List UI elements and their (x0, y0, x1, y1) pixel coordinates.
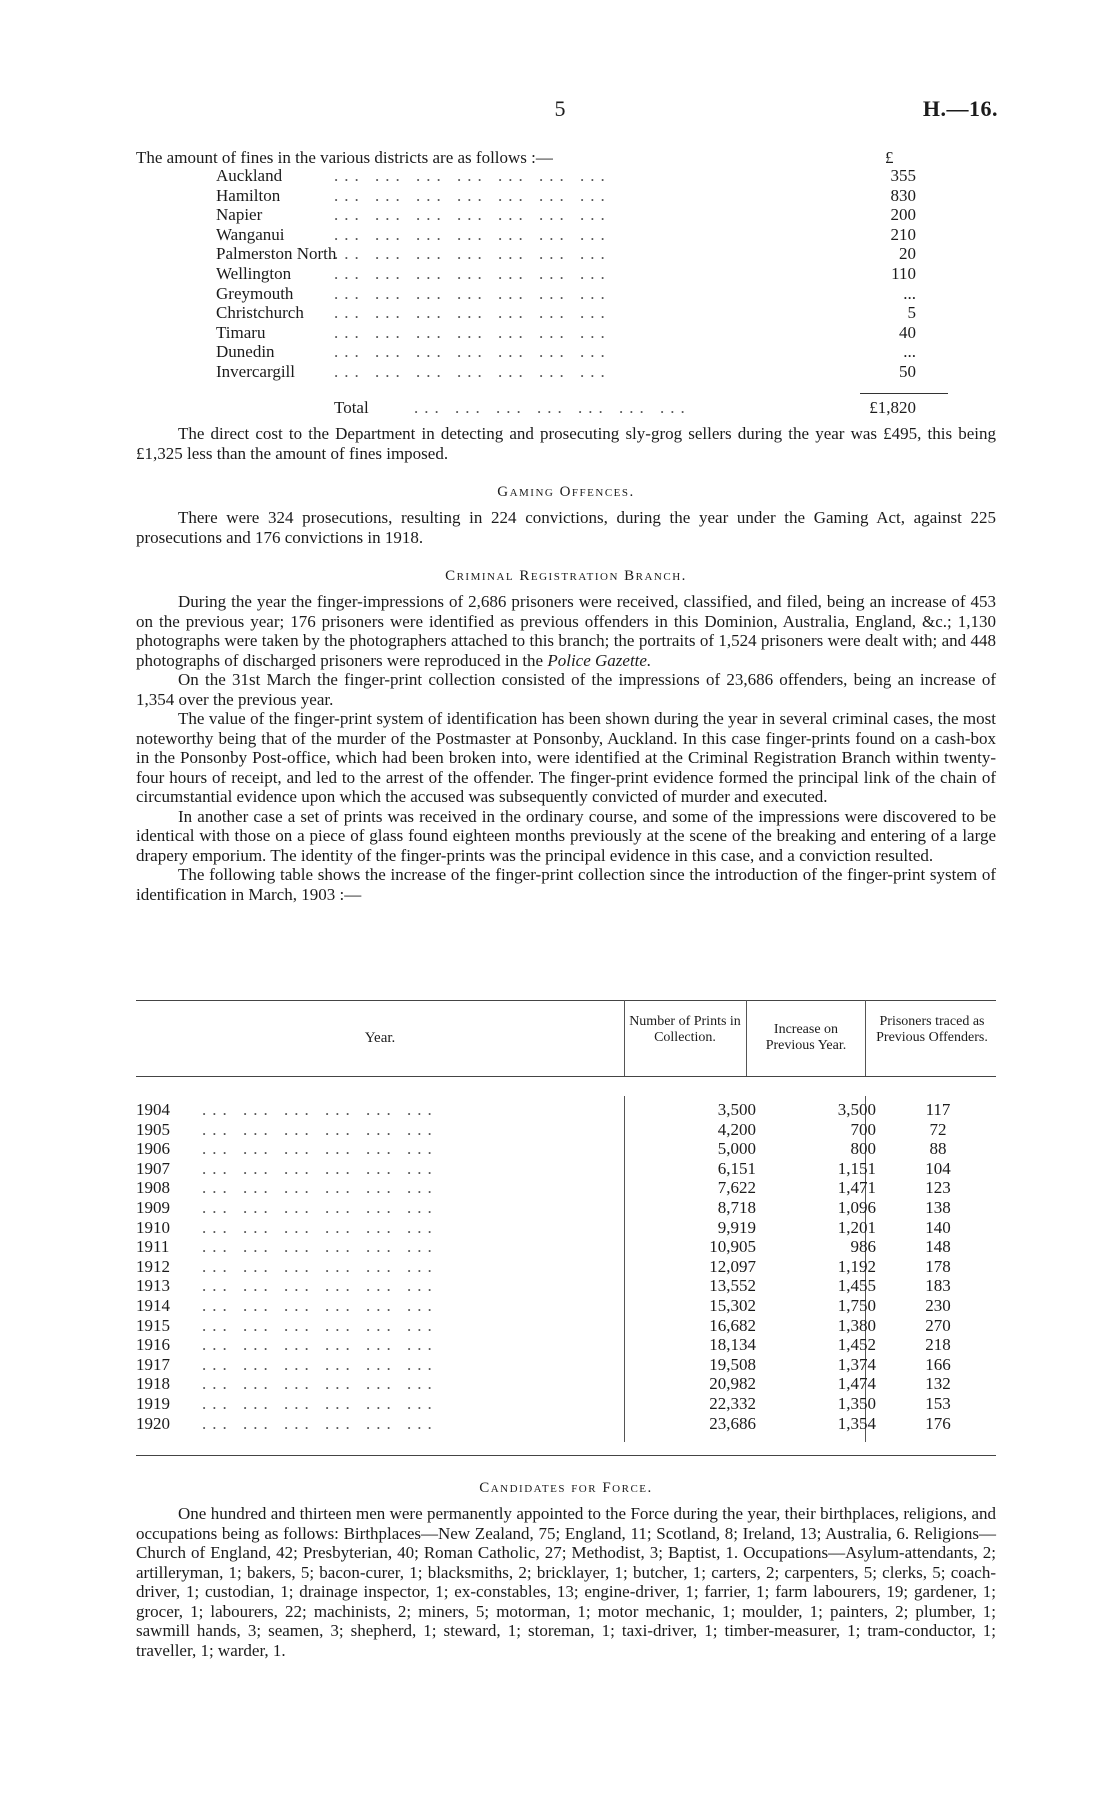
cell-increase: 1,096 (837, 1198, 876, 1217)
dot-leader: ... ... ... ... ... ... (202, 1315, 438, 1335)
crb-paragraph-3: The value of the finger-print system of identification has been shown during the year in several criminal cases, the most noteworthy being that of the murder of the Postmaster at Ponsonby, Auckland. In this case finger-prints found on a cash-box in the Ponsonby Post-office, which had been broken into, were identified at the Criminal Registration Branch within twenty-four hours of receipt, and led to the arrest of the offender. The finger-print evidence formed the principal link of the chain of circumstantial evidence upon which the accused was subsequently convicted of murder and executed. (136, 709, 996, 806)
cell-prints: 8,718 (717, 1198, 756, 1217)
dot-leader: ... ... ... ... ... ... (202, 1335, 438, 1355)
page-number: 5 (554, 96, 566, 121)
fine-amount: 830 (890, 185, 916, 205)
dot-leader: ... ... ... ... ... ... ... (334, 303, 611, 323)
table-row (136, 1100, 996, 1120)
table-row (136, 1335, 996, 1355)
fines-total-row (216, 398, 916, 418)
header-increase: Increase on Previous Year. (765, 1022, 847, 1053)
table-row (136, 1414, 996, 1434)
cell-traced: 88 (929, 1139, 947, 1159)
table-column-divider (746, 1000, 747, 1076)
cell-year: 1906 (136, 1139, 170, 1159)
district-name: Dunedin (216, 342, 275, 362)
cell-year: 1914 (136, 1296, 170, 1315)
table-row (136, 1120, 996, 1140)
fine-amount: 210 (890, 224, 916, 244)
table-header-rule (136, 1076, 996, 1077)
table-row (136, 1178, 996, 1198)
cell-traced: 140 (925, 1217, 951, 1237)
dot-leader: ... ... ... ... ... ... ... (334, 264, 611, 283)
candidates-heading: Candidates for Force. (479, 1480, 653, 1496)
fine-amount: 40 (899, 322, 916, 342)
cell-year: 1908 (136, 1178, 170, 1198)
dot-leader: ... ... ... ... ... ... (202, 1394, 438, 1413)
dot-leader: ... ... ... ... ... ... (202, 1413, 438, 1433)
fines-intro: The amount of fines in the various districts are as follows :— (136, 148, 553, 167)
table-row (136, 1316, 996, 1336)
candidates-paragraph: One hundred and thirteen men were permanently appointed to the Force during the year, their birthplaces, religions, and occupations being as follows: Birthplaces—New Zealand, 75; England, 11; Scotland, 8; Ireland, 13; Australia, 6. Religions—Church of England, 42; Presbyterian, 40; Roman Catholic, 27; Methodist, 3; Baptist, 1. Occupations—Asylum-attendants, 2; artilleryman, 1; bakers, 5; bacon-curer, 1; blacksmiths, 2; bricklayer, 1; butcher, 1; carters, 2; carpenters, 5; clerks, 5; coach-driver, 1; custodian, 1; drainage inspector, 1; ex-constables, 13; engine-driver, 1; farrier, 1; farm labourers, 19; gardener, 1; grocer, 1; labourers, 22; machinists, 2; miners, 5; motorman, 1; motor mechanic, 1; moulder, 1; painters, 2; plumber, 1; sawmill hands, 3; seamen, 3; shepherd, 1; steward, 1; storeman, 1; taxi-driver, 1; timber-measurer, 1; tram-conductor, 1; traveller, 1; warder, 1. (136, 1504, 996, 1660)
cell-traced: 148 (925, 1237, 951, 1257)
cell-year: 1907 (136, 1158, 170, 1178)
district-name: Napier (216, 205, 263, 225)
cell-increase: 1,192 (837, 1256, 876, 1276)
dot-leader: ... ... ... ... ... ... (202, 1237, 438, 1257)
gaming-paragraph: There were 324 prosecutions, resulting in 224 convictions, during the year under the Gaming Act, against 225 prosecutions and 176 convictions in 1918. (136, 508, 996, 547)
cell-increase: 700 (850, 1119, 876, 1139)
crb-paragraph-1-text: During the year the finger-impressions of 2,686 prisoners were received, classified, and filed, being an increase of 453 on the previous year; 176 prisoners were identified as previous offenders in this Dominion, Australia, England, &c.; 1,130 photographs were taken by the photographers attached to this branch; the portraits of 1,524 prisoners were dealt with; and 448 photographs of discharged prisoners were reproduced in the (136, 592, 996, 670)
table-column-divider (865, 1000, 866, 1076)
cell-traced: 132 (925, 1374, 951, 1394)
fines-row (216, 264, 916, 284)
table-column-divider (624, 1000, 625, 1076)
cell-prints: 6,151 (717, 1158, 756, 1178)
cell-traced: 117 (925, 1100, 951, 1119)
district-name: Hamilton (216, 185, 281, 205)
cell-prints: 15,302 (709, 1296, 756, 1315)
cell-prints: 23,686 (709, 1413, 756, 1433)
cell-increase: 1,455 (837, 1276, 876, 1296)
table-row (136, 1374, 996, 1394)
district-name: Wanganui (216, 224, 285, 244)
cell-year: 1916 (136, 1335, 170, 1355)
dot-leader: ... ... ... ... ... ... (202, 1354, 438, 1374)
district-name: Auckland (216, 166, 283, 185)
cell-increase: 986 (850, 1237, 876, 1257)
table-row (136, 1276, 996, 1296)
cell-increase: 1,380 (837, 1315, 876, 1335)
cell-year: 1910 (136, 1217, 170, 1237)
fine-amount: 20 (899, 244, 916, 264)
table-row (136, 1237, 996, 1257)
fines-row (216, 303, 916, 323)
dot-leader: ... ... ... ... ... ... ... (414, 398, 691, 417)
total-label: Total (334, 398, 369, 417)
cell-increase: 3,500 (837, 1100, 876, 1119)
cell-prints: 3,500 (717, 1100, 756, 1119)
cell-increase: 1,474 (837, 1374, 876, 1394)
dot-leader: ... ... ... ... ... ... ... (334, 224, 611, 244)
fines-row (216, 225, 916, 245)
district-name: Timaru (216, 322, 266, 342)
cell-prints: 19,508 (709, 1354, 756, 1374)
fines-row (216, 362, 916, 382)
fine-amount: 110 (891, 264, 916, 283)
district-name: Greymouth (216, 283, 294, 303)
dot-leader: ... ... ... ... ... ... ... (334, 185, 611, 205)
cell-prints: 13,552 (709, 1276, 756, 1296)
table-row (136, 1394, 996, 1414)
cell-prints: 18,134 (709, 1335, 756, 1355)
cell-traced: 166 (925, 1354, 951, 1374)
fines-row (216, 186, 916, 206)
cell-traced: 123 (925, 1178, 951, 1198)
cell-prints: 5,000 (717, 1139, 756, 1159)
cell-traced: 218 (925, 1335, 951, 1355)
crb-heading: Criminal Registration Branch. (445, 568, 687, 584)
cell-prints: 4,200 (717, 1119, 756, 1139)
fines-section (136, 148, 996, 168)
table-row (136, 1257, 996, 1277)
cell-traced: 153 (925, 1394, 951, 1413)
fine-amount: 355 (890, 166, 916, 185)
cell-prints: 16,682 (709, 1315, 756, 1335)
fine-amount: 50 (899, 362, 916, 381)
dot-leader: ... ... ... ... ... ... (202, 1158, 438, 1178)
dot-leader: ... ... ... ... ... ... (202, 1119, 438, 1139)
cell-prints: 12,097 (709, 1256, 756, 1276)
dot-leader: ... ... ... ... ... ... ... (334, 166, 611, 185)
dot-leader: ... ... ... ... ... ... (202, 1256, 438, 1276)
dot-leader: ... ... ... ... ... ... (202, 1100, 438, 1119)
cell-traced: 104 (925, 1158, 951, 1178)
table-row (136, 1296, 996, 1316)
dot-leader: ... ... ... ... ... ... ... (334, 244, 611, 264)
cell-increase: 1,151 (837, 1158, 876, 1178)
direct-cost-paragraph: The direct cost to the Department in detecting and prosecuting sly-grog sellers during the year was £495, this being £1,325 less than the amount of fines imposed. (136, 424, 996, 463)
police-gazette-title: Police Gazette. (547, 650, 652, 670)
cell-year: 1909 (136, 1198, 170, 1217)
dot-leader: ... ... ... ... ... ... (202, 1217, 438, 1237)
crb-paragraph-2: On the 31st March the finger-print collection consisted of the impressions of 23,686 offenders, being an increase of 1,354 over the previous year. (136, 670, 996, 709)
cell-traced: 230 (925, 1296, 951, 1315)
fines-row (216, 244, 916, 264)
cell-traced: 72 (929, 1119, 947, 1139)
document-code: H.—16. (922, 96, 998, 121)
dot-leader: ... ... ... ... ... ... ... (334, 362, 611, 381)
cell-traced: 178 (925, 1256, 951, 1276)
dot-leader: ... ... ... ... ... ... (202, 1198, 438, 1217)
table-row (136, 1355, 996, 1375)
dot-leader: ... ... ... ... ... ... (202, 1276, 438, 1296)
dot-leader: ... ... ... ... ... ... ... (334, 283, 611, 303)
district-name: Christchurch (216, 303, 304, 323)
fines-row (216, 166, 916, 186)
table-row (136, 1218, 996, 1238)
crb-paragraph-1 (136, 592, 996, 670)
cell-traced: 183 (925, 1276, 951, 1296)
header-traced: Prisoners traced as Previous Offenders. (876, 1014, 988, 1045)
cell-year: 1905 (136, 1119, 170, 1139)
table-row (136, 1198, 996, 1218)
dot-leader: ... ... ... ... ... ... (202, 1139, 438, 1159)
dot-leader: ... ... ... ... ... ... (202, 1178, 438, 1198)
crb-paragraph-4: In another case a set of prints was received in the ordinary course, and some of the impressions were discovered to be identical with those on a piece of glass found eighteen months previously at the scene of the breaking and entering of a large drapery emporium. The identity of the finger-prints was the principal evidence in this case, and a conviction resulted. (136, 806, 996, 865)
cell-year: 1915 (136, 1315, 170, 1335)
crb-paragraph-5: The following table shows the increase of the finger-print collection since the introduction of the finger-print system of identification in March, 1903 :— (136, 865, 996, 904)
fine-amount: 5 (907, 303, 916, 323)
cell-increase: 1,354 (837, 1413, 876, 1433)
cell-year: 1920 (136, 1413, 170, 1433)
fines-row (216, 284, 916, 304)
dot-leader: ... ... ... ... ... ... (202, 1296, 438, 1315)
district-name: Invercargill (216, 362, 295, 381)
cell-prints: 10,905 (709, 1237, 756, 1257)
fines-row (216, 205, 916, 225)
cell-prints: 22,332 (709, 1394, 756, 1413)
header-prints: Number of Prints in Collection. (629, 1014, 741, 1045)
fines-row (216, 323, 916, 343)
cell-increase: 1,201 (837, 1217, 876, 1237)
table-top-rule (136, 1000, 996, 1001)
cell-prints: 7,622 (717, 1178, 756, 1198)
fine-amount: ... (903, 283, 916, 303)
cell-increase: 1,750 (837, 1296, 876, 1315)
gaming-heading: Gaming Offences. (497, 484, 635, 500)
cell-increase: 1,471 (837, 1178, 876, 1198)
dot-leader: ... ... ... ... ... ... ... (334, 342, 611, 362)
cell-prints: 20,982 (709, 1374, 756, 1394)
table-bottom-rule (136, 1455, 996, 1456)
cell-year: 1917 (136, 1354, 170, 1374)
cell-year: 1904 (136, 1100, 170, 1119)
fine-amount: 200 (890, 205, 916, 225)
total-value: £1,820 (869, 398, 916, 417)
cell-increase: 1,374 (837, 1354, 876, 1374)
cell-year: 1913 (136, 1276, 170, 1296)
total-rule (860, 393, 948, 394)
cell-prints: 9,919 (717, 1217, 756, 1237)
header-year: Year. (364, 1030, 396, 1046)
table-row (136, 1139, 996, 1159)
cell-traced: 176 (925, 1413, 951, 1433)
cell-year: 1911 (136, 1237, 170, 1257)
cell-traced: 270 (925, 1315, 951, 1335)
table-row (136, 1159, 996, 1179)
cell-increase: 1,452 (837, 1335, 876, 1355)
district-name: Wellington (216, 264, 292, 283)
dot-leader: ... ... ... ... ... ... (202, 1374, 438, 1394)
fine-amount: ... (903, 342, 916, 362)
cell-year: 1918 (136, 1374, 170, 1394)
dot-leader: ... ... ... ... ... ... ... (334, 205, 611, 225)
cell-year: 1912 (136, 1256, 170, 1276)
district-name: Palmerston North (216, 244, 337, 264)
cell-traced: 138 (925, 1198, 951, 1217)
cell-year: 1919 (136, 1394, 170, 1413)
cell-increase: 800 (850, 1139, 876, 1159)
currency-label: £ (885, 148, 894, 167)
fines-row (216, 342, 916, 362)
cell-increase: 1,350 (837, 1394, 876, 1413)
dot-leader: ... ... ... ... ... ... ... (334, 322, 611, 342)
